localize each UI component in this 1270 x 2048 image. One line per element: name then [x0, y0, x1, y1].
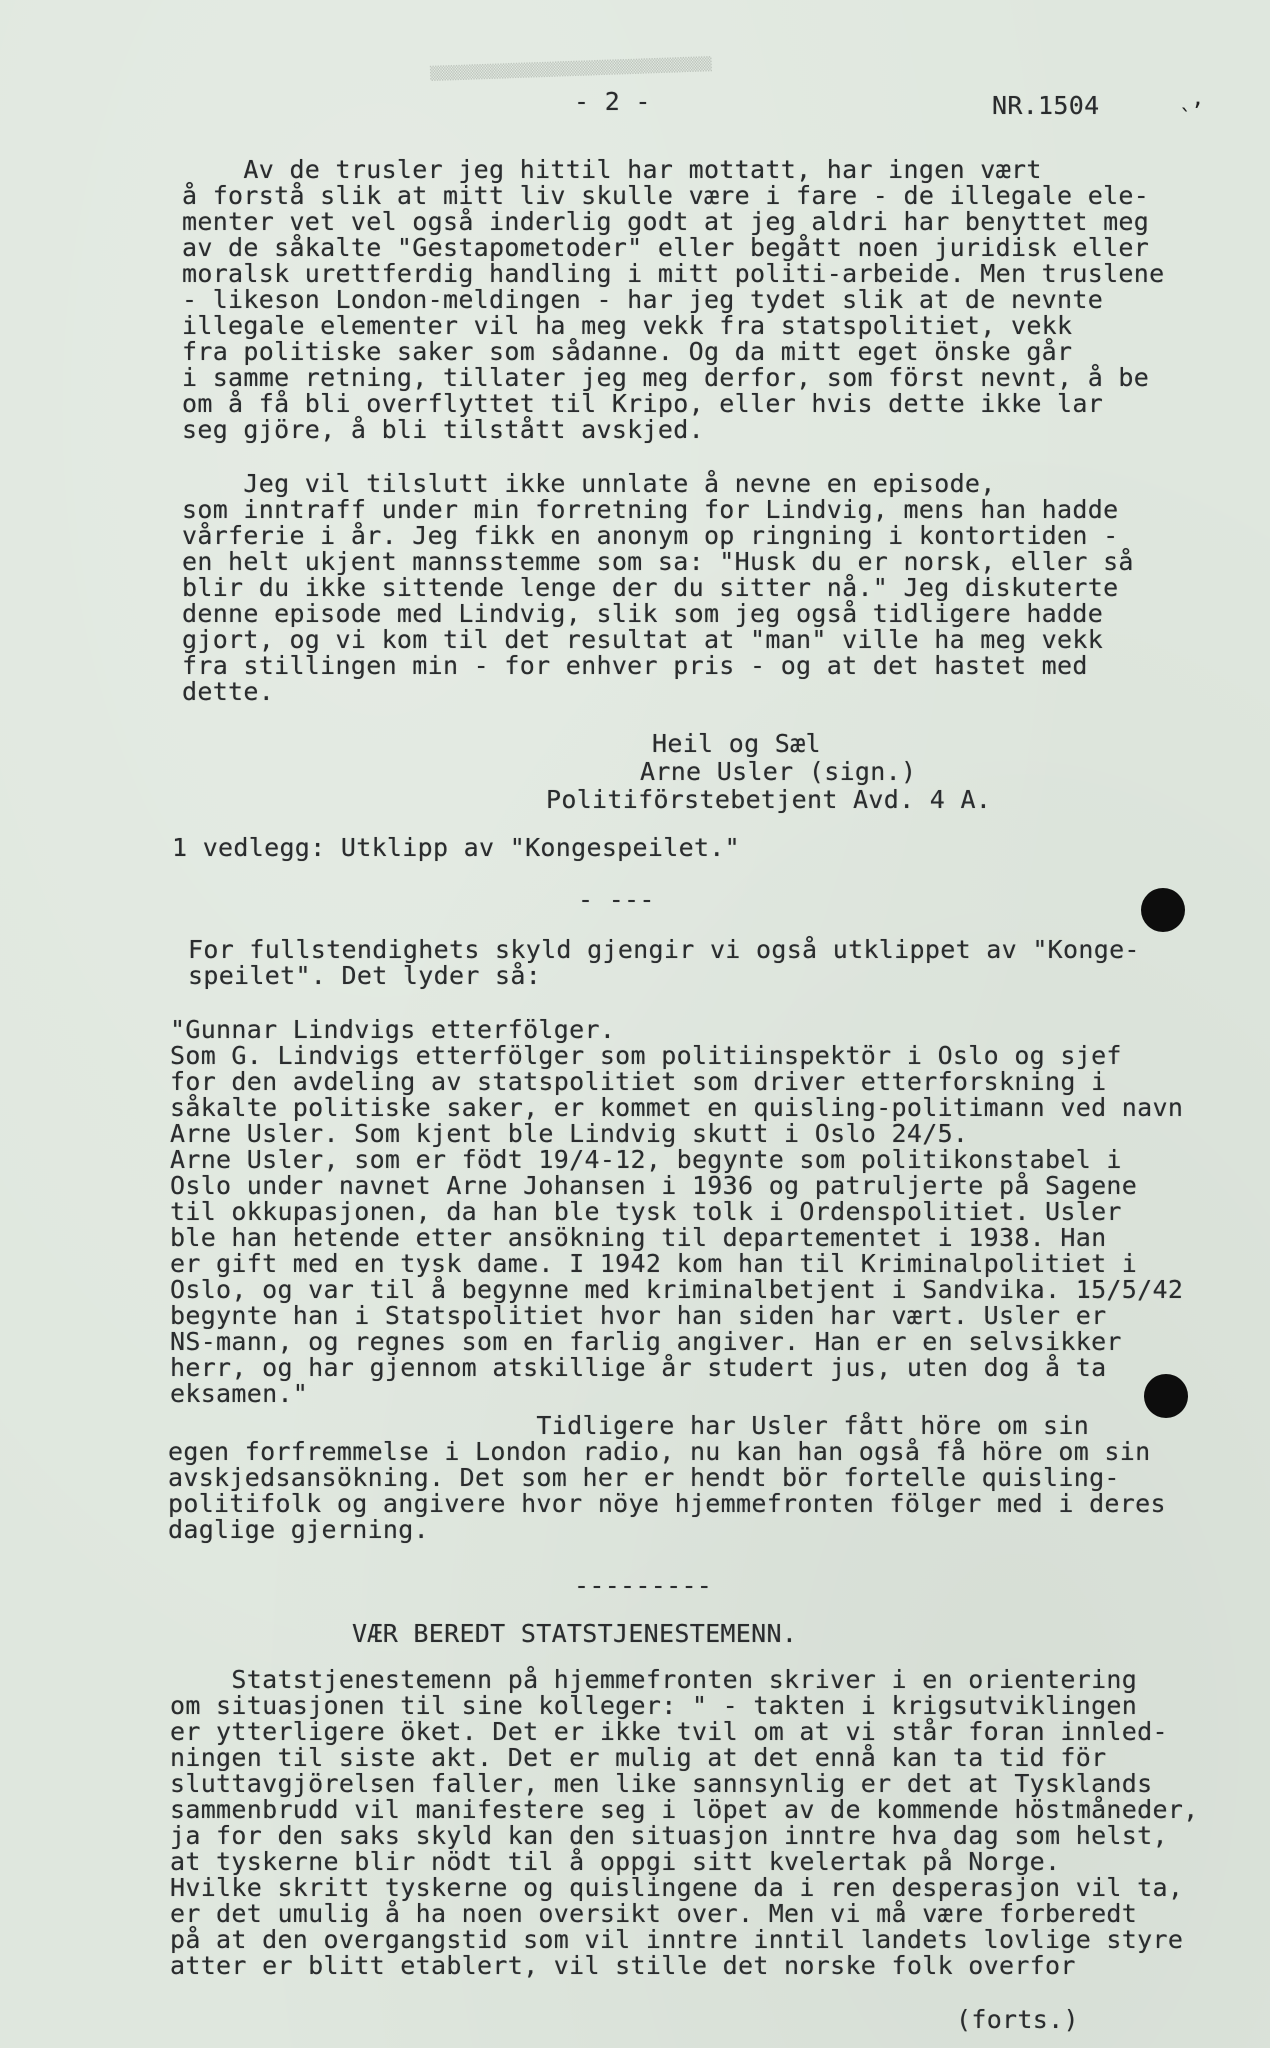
quote-line: eksamen." [170, 1379, 309, 1408]
quote-line: Oslo under navnet Arne Johansen i 1936 og patruljerte på Sagene [170, 1171, 1138, 1200]
quote-line: Arne Usler, som er födt 19/4-12, begynte som politikonstabel i [170, 1145, 1122, 1174]
paragraph-4-line: avskjedsansökning. Det som her er hendt bör fortelle quisling- [168, 1463, 1120, 1492]
quote-line: for den avdeling av statspolitiet som driver etterforskning i [170, 1067, 1107, 1096]
paragraph-1-line: menter vet vel også inderlig godt at jeg aldri har benyttet meg [182, 207, 1150, 236]
quote-line: Arne Usler. Som kjent ble Lindvig skutt i Oslo 24/5. [170, 1119, 969, 1148]
quote-line: NS-mann, og regnes som en farlig angiver. Han er en selvsikker [170, 1327, 1122, 1356]
punch-hole [1144, 1374, 1188, 1418]
paragraph-2-line: blir du ikke sittende lenge der du sitter nå." Jeg diskuterte [182, 573, 1119, 602]
paragraph-5-line: er ytterligere öket. Det er ikke tvil om at vi står foran innled- [170, 1717, 1168, 1746]
section-separator: --------- [574, 1571, 713, 1600]
paragraph-1-line: av de såkalte "Gestapometoder" eller begått noen juridisk eller [182, 233, 1150, 262]
continuation-marker: (forts.) [956, 2005, 1079, 2034]
paragraph-5-line: er det umulig å ha noen oversikt over. Men vi må være forberedt [170, 1899, 1138, 1928]
quote-line: til okkupasjonen, da han ble tysk tolk i Ordenspolitiet. Usler [170, 1197, 1122, 1226]
paragraph-2-line: vårferie i år. Jeg fikk en anonym op ringning i kontortiden - [182, 521, 1119, 550]
quote-line: "Gunnar Lindvigs etterfölger. [170, 1015, 616, 1044]
paragraph-1-line: seg gjöre, å bli tilstått avskjed. [182, 415, 704, 444]
quote-line: herr, og har gjennom atskillige år studert jus, uten dog å ta [170, 1353, 1107, 1382]
paragraph-2-line: Jeg vil tilslutt ikke unnlate å nevne en episode, [182, 469, 996, 498]
quote-line: ble han hetende etter ansökning til departementet i 1938. Han [170, 1223, 1107, 1252]
signature-title: Politiförstebetjent Avd. 4 A. [546, 785, 992, 814]
pencil-tick-mark: ˎ, [1178, 86, 1205, 111]
paragraph-1-line: Av de trusler jeg hittil har mottatt, har ingen vært [182, 155, 1042, 184]
paragraph-5-line: på at den overgangstid som vil inntre inntil landets lovlige styre [170, 1925, 1184, 1954]
paragraph-1-line: å forstå slik at mitt liv skulle være i fare - de illegale ele- [182, 181, 1150, 210]
paragraph-5-line: sammenbrudd vil manifestere seg i löpet av de kommende höstmåneder, [170, 1795, 1199, 1824]
paragraph-2-line: fra stillingen min - for enhver pris - og at det hastet med [182, 651, 1088, 680]
document-number: NR.1504 [992, 91, 1100, 120]
attachment-note: 1 vedlegg: Utklipp av "Kongespeilet." [172, 833, 740, 862]
quote-line: såkalte politiske saker, er kommet en quisling-politimann ved navn [170, 1093, 1184, 1122]
quote-line: begynte han i Statspolitiet hvor han siden har vært. Usler er [170, 1301, 1107, 1330]
paragraph-5-line: ja for den saks skyld kan den situasjon inntre hva dag som helst, [170, 1821, 1168, 1850]
punch-hole [1141, 888, 1185, 932]
page-number: - 2 - [574, 87, 651, 116]
paragraph-4-line: egen forfremmelse i London radio, nu kan han også få höre om sin [168, 1437, 1151, 1466]
paragraph-2-line: gjort, og vi kom til det resultat at "man" ville ha meg vekk [182, 625, 1104, 654]
paragraph-3-line: speilet". Det lyder så: [188, 961, 542, 990]
section-separator: - --- [578, 885, 655, 914]
paragraph-5-line: om situasjonen til sine kolleger: " - takten i krigsutviklingen [170, 1691, 1138, 1720]
faint-stamp-impression: ▒▒▒▒▒▒▒▒▒▒▒▒▒▒▒▒▒▒▒▒▒▒▒▒▒▒▒▒▒▒▒▒▒▒▒▒ [429, 57, 712, 82]
quote-line: er gift med en tysk dame. I 1942 kom han til Kriminalpolitiet i [170, 1249, 1138, 1278]
paragraph-3-line: For fullstendighets skyld gjengir vi også utklippet av "Konge- [188, 935, 1140, 964]
paragraph-1-line: moralsk urettferdig handling i mitt politi-arbeide. Men truslene [182, 259, 1165, 288]
paragraph-5-line: at tyskerne blir nödt til å oppgi sitt kvelertak på Norge. [170, 1847, 1061, 1876]
paragraph-2-line: denne episode med Lindvig, slik som jeg også tidligere hadde [182, 599, 1104, 628]
paragraph-2-line: dette. [182, 677, 275, 706]
paragraph-5-line: Statstjenestemenn på hjemmefronten skriver i en orientering [170, 1665, 1138, 1694]
paragraph-1-line: - likeson London-meldingen - har jeg tydet slik at de nevnte [182, 285, 1104, 314]
paragraph-5-line: ningen til siste akt. Det er mulig at det ennå kan ta tid för [170, 1743, 1107, 1772]
quote-line: Som G. Lindvigs etterfölger som politiinspektör i Oslo og sjef [170, 1041, 1122, 1070]
paragraph-5-line: atter er blitt etablert, vil stille det norske folk overfor [170, 1951, 1076, 1980]
paragraph-1-line: om å få bli overflyttet til Kripo, eller hvis dette ikke lar [182, 389, 1104, 418]
paragraph-4-line: daglige gjerning. [168, 1515, 429, 1544]
quote-line: Oslo, og var til å begynne med kriminalbetjent i Sandvika. 15/5/42 [170, 1275, 1184, 1304]
section-heading: VÆR BEREDT STATSTJENESTEMENN. [352, 1619, 798, 1648]
signature-greeting: Heil og Sæl [652, 729, 821, 758]
paragraph-1-line: illegale elementer vil ha meg vekk fra statspolitiet, vekk [182, 311, 1073, 340]
paragraph-1-line: i samme retning, tillater jeg meg derfor, som först nevnt, å be [182, 363, 1150, 392]
paragraph-1-line: fra politiske saker som sådanne. Og da mitt eget önske går [182, 337, 1073, 366]
paragraph-2-line: som inntraff under min forretning for Lindvig, mens han hadde [182, 495, 1119, 524]
paragraph-4-line: Tidligere har Usler fått höre om sin [168, 1411, 1090, 1440]
paragraph-2-line: en helt ukjent mannsstemme som sa: "Husk du er norsk, eller så [182, 547, 1134, 576]
paragraph-5-line: Hvilke skritt tyskerne og quislingene da i ren desperasjon vil ta, [170, 1873, 1184, 1902]
paragraph-4-line: politifolk og angivere hvor nöye hjemmefronten fölger med i deres [168, 1489, 1166, 1518]
paragraph-5-line: sluttavgjörelsen faller, men like sannsynlig er det at Tysklands [170, 1769, 1153, 1798]
signature-name: Arne Usler (sign.) [640, 757, 917, 786]
